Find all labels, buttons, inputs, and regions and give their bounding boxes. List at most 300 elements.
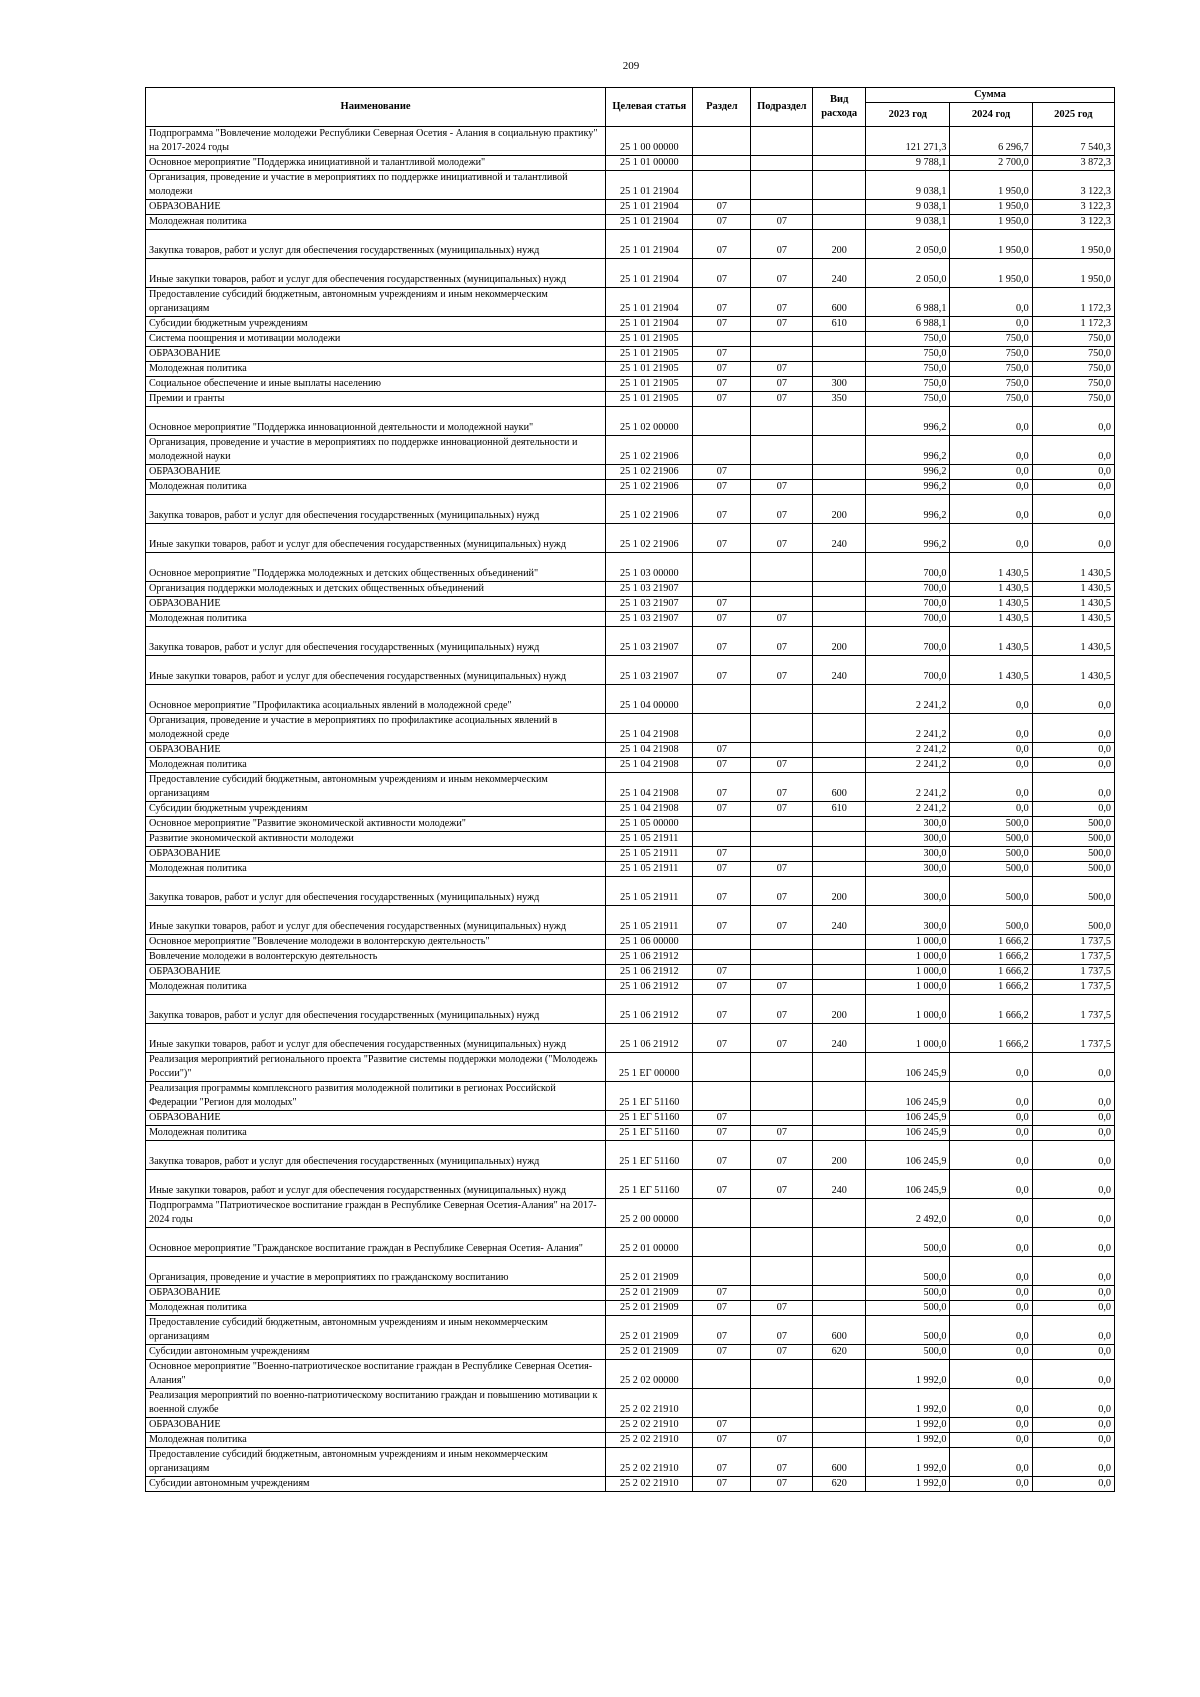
row-subsection [751, 1199, 813, 1228]
row-value-2025: 1 430,5 [1032, 656, 1114, 685]
row-name: Организация, проведение и участие в мероприятиях по гражданскому воспитанию [146, 1257, 606, 1286]
row-subsection: 07 [751, 1448, 813, 1477]
row-section: 07 [693, 215, 751, 230]
row-name: Организация, проведение и участие в мероприятиях по поддержке инициативной и талантливой молодежи [146, 171, 606, 200]
row-section [693, 582, 751, 597]
row-value-2024: 1 950,0 [950, 230, 1032, 259]
row-value-2025: 1 430,5 [1032, 553, 1114, 582]
row-name: Система поощрения и мотивации молодежи [146, 332, 606, 347]
row-value-2025: 1 172,3 [1032, 317, 1114, 332]
row-subsection [751, 1053, 813, 1082]
row-value-2024: 1 430,5 [950, 656, 1032, 685]
row-code: 25 1 06 21912 [606, 950, 693, 965]
table-row [146, 392, 1115, 407]
row-value-2025: 0,0 [1032, 1418, 1114, 1433]
row-value-2024: 0,0 [950, 1053, 1032, 1082]
table-row [146, 524, 1115, 553]
row-kind [813, 1126, 866, 1141]
header-2024: 2024 год [950, 103, 1032, 127]
row-value-2024: 1 430,5 [950, 582, 1032, 597]
row-value-2025: 1 430,5 [1032, 597, 1114, 612]
row-kind: 600 [813, 1448, 866, 1477]
row-name: Молодежная политика [146, 1126, 606, 1141]
header-subsection: Подраздел [751, 88, 813, 127]
table-row [146, 980, 1115, 995]
row-subsection: 07 [751, 1477, 813, 1492]
row-value-2024: 0,0 [950, 1111, 1032, 1126]
row-code: 25 1 01 21905 [606, 362, 693, 377]
row-value-2024: 0,0 [950, 407, 1032, 436]
row-value-2024: 1 950,0 [950, 200, 1032, 215]
row-value-2023: 700,0 [866, 553, 950, 582]
row-code: 25 2 02 21910 [606, 1389, 693, 1418]
row-value-2024: 0,0 [950, 802, 1032, 817]
row-name: Развитие экономической активности молодежи [146, 832, 606, 847]
row-value-2025: 0,0 [1032, 1141, 1114, 1170]
row-section: 07 [693, 656, 751, 685]
row-value-2025: 1 737,5 [1032, 935, 1114, 950]
row-value-2024: 0,0 [950, 465, 1032, 480]
row-code: 25 1 05 21911 [606, 906, 693, 935]
row-value-2023: 500,0 [866, 1301, 950, 1316]
row-value-2025: 1 950,0 [1032, 230, 1114, 259]
row-value-2023: 2 241,2 [866, 743, 950, 758]
row-subsection [751, 553, 813, 582]
row-kind [813, 758, 866, 773]
row-value-2023: 2 241,2 [866, 714, 950, 743]
row-value-2023: 750,0 [866, 392, 950, 407]
row-value-2023: 1 000,0 [866, 1024, 950, 1053]
table-row [146, 847, 1115, 862]
row-section: 07 [693, 802, 751, 817]
row-section [693, 332, 751, 347]
row-value-2024: 500,0 [950, 877, 1032, 906]
table-row [146, 1170, 1115, 1199]
row-value-2024: 0,0 [950, 1477, 1032, 1492]
row-name: Субсидии бюджетным учреждениям [146, 317, 606, 332]
row-value-2025: 3 122,3 [1032, 200, 1114, 215]
row-code: 25 1 01 21904 [606, 171, 693, 200]
header-code: Целевая статья [606, 88, 693, 127]
row-kind: 200 [813, 495, 866, 524]
row-code: 25 1 03 21907 [606, 612, 693, 627]
row-kind: 350 [813, 392, 866, 407]
row-value-2024: 0,0 [950, 743, 1032, 758]
row-value-2024: 500,0 [950, 847, 1032, 862]
table-row [146, 127, 1115, 156]
row-name: Закупка товаров, работ и услуг для обеспечения государственных (муниципальных) нужд [146, 877, 606, 906]
row-code: 25 1 05 21911 [606, 847, 693, 862]
row-value-2024: 0,0 [950, 1170, 1032, 1199]
row-value-2024: 1 666,2 [950, 1024, 1032, 1053]
row-subsection: 07 [751, 877, 813, 906]
row-subsection [751, 950, 813, 965]
table-row [146, 377, 1115, 392]
row-code: 25 1 04 21908 [606, 773, 693, 802]
row-code: 25 1 ЕГ 51160 [606, 1126, 693, 1141]
row-kind [813, 612, 866, 627]
row-value-2023: 1 000,0 [866, 935, 950, 950]
row-code: 25 1 06 21912 [606, 1024, 693, 1053]
row-value-2025: 1 737,5 [1032, 980, 1114, 995]
row-kind [813, 980, 866, 995]
row-value-2024: 0,0 [950, 685, 1032, 714]
row-name: Закупка товаров, работ и услуг для обеспечения государственных (муниципальных) нужд [146, 995, 606, 1024]
row-section: 07 [693, 1286, 751, 1301]
row-section: 07 [693, 230, 751, 259]
row-value-2023: 500,0 [866, 1228, 950, 1257]
table-row [146, 1316, 1115, 1345]
table-body [146, 127, 1115, 1492]
row-code: 25 2 01 00000 [606, 1228, 693, 1257]
row-value-2023: 300,0 [866, 847, 950, 862]
table-row [146, 597, 1115, 612]
row-subsection: 07 [751, 1170, 813, 1199]
row-value-2024: 0,0 [950, 1141, 1032, 1170]
row-value-2025: 750,0 [1032, 332, 1114, 347]
row-subsection: 07 [751, 524, 813, 553]
row-value-2024: 500,0 [950, 862, 1032, 877]
row-value-2025: 0,0 [1032, 1345, 1114, 1360]
row-code: 25 1 02 00000 [606, 407, 693, 436]
table-header [146, 88, 1115, 127]
row-subsection: 07 [751, 392, 813, 407]
table-row [146, 714, 1115, 743]
row-value-2023: 2 241,2 [866, 685, 950, 714]
row-kind [813, 407, 866, 436]
row-code: 25 1 04 21908 [606, 802, 693, 817]
row-subsection [751, 156, 813, 171]
row-value-2023: 700,0 [866, 627, 950, 656]
row-kind [813, 127, 866, 156]
row-kind: 620 [813, 1345, 866, 1360]
row-subsection [751, 1389, 813, 1418]
row-value-2025: 0,0 [1032, 407, 1114, 436]
row-value-2023: 106 245,9 [866, 1053, 950, 1082]
row-value-2023: 300,0 [866, 862, 950, 877]
row-code: 25 1 04 21908 [606, 714, 693, 743]
row-kind [813, 817, 866, 832]
row-value-2025: 0,0 [1032, 1286, 1114, 1301]
row-value-2023: 106 245,9 [866, 1170, 950, 1199]
row-name: Молодежная политика [146, 980, 606, 995]
row-name: Организация поддержки молодежных и детских общественных объединений [146, 582, 606, 597]
row-code: 25 1 06 00000 [606, 935, 693, 950]
table-row [146, 1477, 1115, 1492]
row-name: Вовлечение молодежи в волонтерскую деятельность [146, 950, 606, 965]
row-section [693, 935, 751, 950]
row-value-2024: 0,0 [950, 1345, 1032, 1360]
row-value-2024: 0,0 [950, 1360, 1032, 1389]
row-section [693, 407, 751, 436]
row-code: 25 1 01 21905 [606, 392, 693, 407]
row-value-2024: 750,0 [950, 332, 1032, 347]
row-name: Основное мероприятие "Поддержка инновационной деятельности и молодежной науки" [146, 407, 606, 436]
row-code: 25 1 02 21906 [606, 495, 693, 524]
row-value-2023: 9 788,1 [866, 156, 950, 171]
row-section [693, 127, 751, 156]
row-value-2023: 996,2 [866, 407, 950, 436]
row-section: 07 [693, 758, 751, 773]
row-code: 25 1 06 21912 [606, 980, 693, 995]
row-name: ОБРАЗОВАНИЕ [146, 1286, 606, 1301]
row-value-2023: 106 245,9 [866, 1141, 950, 1170]
row-name: Иные закупки товаров, работ и услуг для обеспечения государственных (муниципальных) нужд [146, 1170, 606, 1199]
row-kind [813, 1360, 866, 1389]
row-value-2023: 1 000,0 [866, 995, 950, 1024]
table-row [146, 215, 1115, 230]
table-row [146, 862, 1115, 877]
table-row [146, 1228, 1115, 1257]
row-value-2025: 7 540,3 [1032, 127, 1114, 156]
row-name: Основное мероприятие "Военно-патриотическое воспитание граждан в Республике Северная Осетия- Алания" [146, 1360, 606, 1389]
row-code: 25 1 ЕГ 51160 [606, 1082, 693, 1111]
row-value-2025: 500,0 [1032, 847, 1114, 862]
row-subsection [751, 832, 813, 847]
row-name: Закупка товаров, работ и услуг для обеспечения государственных (муниципальных) нужд [146, 627, 606, 656]
row-kind [813, 200, 866, 215]
table-row [146, 407, 1115, 436]
row-name: Подпрограмма "Патриотическое воспитание граждан в Республике Северная Осетия-Алания" на 2017-2024 годы [146, 1199, 606, 1228]
row-name: Организация, проведение и участие в мероприятиях по профилактике асоциальных явлений в молодежной среде [146, 714, 606, 743]
row-value-2024: 750,0 [950, 392, 1032, 407]
row-kind [813, 465, 866, 480]
row-section [693, 156, 751, 171]
table-row [146, 1257, 1115, 1286]
row-value-2024: 0,0 [950, 1389, 1032, 1418]
row-subsection: 07 [751, 215, 813, 230]
row-value-2024: 1 666,2 [950, 950, 1032, 965]
row-kind [813, 1433, 866, 1448]
row-name: Премии и гранты [146, 392, 606, 407]
row-kind [813, 965, 866, 980]
row-value-2023: 300,0 [866, 817, 950, 832]
row-subsection: 07 [751, 1433, 813, 1448]
row-name: Подпрограмма "Вовлечение молодежи Республики Северная Осетия - Алания в социальную практику" на 2017-2024 годы [146, 127, 606, 156]
row-value-2023: 1 000,0 [866, 965, 950, 980]
row-section [693, 1053, 751, 1082]
table-row [146, 950, 1115, 965]
row-value-2023: 996,2 [866, 465, 950, 480]
row-code: 25 1 ЕГ 51160 [606, 1170, 693, 1199]
table-row [146, 995, 1115, 1024]
row-name: Реализация программы комплексного развития молодежной политики в регионах Российской Федерации "Регион для молодых" [146, 1082, 606, 1111]
row-value-2023: 750,0 [866, 362, 950, 377]
row-value-2024: 0,0 [950, 1433, 1032, 1448]
row-subsection [751, 847, 813, 862]
row-value-2023: 6 988,1 [866, 288, 950, 317]
table-row [146, 1448, 1115, 1477]
row-name: Субсидии бюджетным учреждениям [146, 802, 606, 817]
row-section [693, 817, 751, 832]
row-name: Молодежная политика [146, 480, 606, 495]
row-kind: 600 [813, 773, 866, 802]
row-section: 07 [693, 347, 751, 362]
row-value-2025: 0,0 [1032, 1433, 1114, 1448]
row-code: 25 1 04 00000 [606, 685, 693, 714]
row-section: 07 [693, 1448, 751, 1477]
row-kind: 240 [813, 656, 866, 685]
row-subsection: 07 [751, 758, 813, 773]
row-section: 07 [693, 743, 751, 758]
row-subsection: 07 [751, 259, 813, 288]
row-section: 07 [693, 1170, 751, 1199]
row-value-2024: 1 950,0 [950, 171, 1032, 200]
row-value-2023: 750,0 [866, 332, 950, 347]
row-value-2024: 1 430,5 [950, 597, 1032, 612]
row-section [693, 1082, 751, 1111]
row-section [693, 1389, 751, 1418]
row-value-2023: 996,2 [866, 480, 950, 495]
row-section [693, 553, 751, 582]
row-value-2025: 0,0 [1032, 1316, 1114, 1345]
row-value-2023: 500,0 [866, 1286, 950, 1301]
table-row [146, 1345, 1115, 1360]
row-value-2025: 0,0 [1032, 465, 1114, 480]
row-subsection: 07 [751, 906, 813, 935]
row-name: Иные закупки товаров, работ и услуг для обеспечения государственных (муниципальных) нужд [146, 259, 606, 288]
row-name: ОБРАЗОВАНИЕ [146, 965, 606, 980]
row-value-2025: 1 737,5 [1032, 950, 1114, 965]
row-kind [813, 1301, 866, 1316]
row-kind [813, 1228, 866, 1257]
row-name: Закупка товаров, работ и услуг для обеспечения государственных (муниципальных) нужд [146, 230, 606, 259]
row-kind [813, 215, 866, 230]
row-kind [813, 1389, 866, 1418]
row-code: 25 1 05 21911 [606, 877, 693, 906]
table-row [146, 832, 1115, 847]
row-subsection: 07 [751, 317, 813, 332]
row-subsection [751, 200, 813, 215]
row-section: 07 [693, 773, 751, 802]
table-row [146, 656, 1115, 685]
row-code: 25 2 02 21910 [606, 1448, 693, 1477]
row-name: Молодежная политика [146, 862, 606, 877]
table-row [146, 332, 1115, 347]
row-subsection: 07 [751, 377, 813, 392]
row-value-2024: 0,0 [950, 524, 1032, 553]
row-code: 25 1 01 21905 [606, 377, 693, 392]
row-subsection: 07 [751, 1141, 813, 1170]
header-kind: Вид расхода [813, 88, 866, 127]
row-code: 25 1 04 21908 [606, 758, 693, 773]
row-section: 07 [693, 1316, 751, 1345]
row-subsection [751, 743, 813, 758]
row-value-2025: 3 872,3 [1032, 156, 1114, 171]
row-section [693, 714, 751, 743]
table-row [146, 773, 1115, 802]
row-name: ОБРАЗОВАНИЕ [146, 465, 606, 480]
row-value-2023: 2 050,0 [866, 230, 950, 259]
row-value-2023: 2 241,2 [866, 758, 950, 773]
row-kind: 200 [813, 877, 866, 906]
row-value-2023: 106 245,9 [866, 1082, 950, 1111]
row-name: ОБРАЗОВАНИЕ [146, 1418, 606, 1433]
table-row [146, 317, 1115, 332]
row-subsection: 07 [751, 656, 813, 685]
row-value-2024: 1 666,2 [950, 980, 1032, 995]
table-row [146, 156, 1115, 171]
row-code: 25 1 02 21906 [606, 436, 693, 465]
row-kind [813, 362, 866, 377]
row-value-2025: 0,0 [1032, 1053, 1114, 1082]
row-kind [813, 743, 866, 758]
row-kind [813, 685, 866, 714]
row-value-2025: 0,0 [1032, 1170, 1114, 1199]
row-value-2023: 996,2 [866, 436, 950, 465]
row-code: 25 1 00 00000 [606, 127, 693, 156]
row-value-2025: 0,0 [1032, 802, 1114, 817]
row-name: ОБРАЗОВАНИЕ [146, 200, 606, 215]
table-row [146, 1389, 1115, 1418]
row-name: Молодежная политика [146, 758, 606, 773]
row-value-2023: 996,2 [866, 495, 950, 524]
row-subsection: 07 [751, 362, 813, 377]
row-value-2025: 1 430,5 [1032, 627, 1114, 656]
table-row [146, 1286, 1115, 1301]
row-code: 25 1 03 00000 [606, 553, 693, 582]
row-value-2024: 0,0 [950, 1448, 1032, 1477]
row-value-2023: 1 992,0 [866, 1360, 950, 1389]
row-value-2024: 0,0 [950, 1286, 1032, 1301]
table-row [146, 230, 1115, 259]
row-subsection: 07 [751, 1301, 813, 1316]
row-section [693, 171, 751, 200]
row-value-2024: 0,0 [950, 1418, 1032, 1433]
row-value-2023: 9 038,1 [866, 215, 950, 230]
row-value-2024: 0,0 [950, 1228, 1032, 1257]
row-name: ОБРАЗОВАНИЕ [146, 347, 606, 362]
row-value-2023: 6 988,1 [866, 317, 950, 332]
row-code: 25 1 03 21907 [606, 597, 693, 612]
table-row [146, 1111, 1115, 1126]
row-section: 07 [693, 495, 751, 524]
table-row [146, 171, 1115, 200]
row-value-2024: 750,0 [950, 347, 1032, 362]
row-value-2025: 500,0 [1032, 817, 1114, 832]
row-kind: 200 [813, 1141, 866, 1170]
row-section [693, 832, 751, 847]
row-section: 07 [693, 597, 751, 612]
row-section [693, 950, 751, 965]
row-value-2023: 500,0 [866, 1345, 950, 1360]
row-section: 07 [693, 1301, 751, 1316]
row-value-2023: 750,0 [866, 347, 950, 362]
row-kind: 610 [813, 802, 866, 817]
row-value-2024: 1 430,5 [950, 612, 1032, 627]
row-code: 25 2 01 21909 [606, 1301, 693, 1316]
row-name: Основное мероприятие "Развитие экономической активности молодежи" [146, 817, 606, 832]
row-value-2024: 1 666,2 [950, 965, 1032, 980]
row-value-2023: 700,0 [866, 656, 950, 685]
header-section: Раздел [693, 88, 751, 127]
table-row [146, 1024, 1115, 1053]
row-value-2023: 300,0 [866, 906, 950, 935]
row-subsection: 07 [751, 980, 813, 995]
row-value-2024: 1 666,2 [950, 935, 1032, 950]
row-code: 25 1 06 21912 [606, 995, 693, 1024]
table-row [146, 877, 1115, 906]
row-section: 07 [693, 862, 751, 877]
row-code: 25 2 02 21910 [606, 1477, 693, 1492]
table-row [146, 685, 1115, 714]
row-code: 25 1 02 21906 [606, 465, 693, 480]
row-kind [813, 1082, 866, 1111]
table-row [146, 906, 1115, 935]
row-section [693, 1257, 751, 1286]
table-row [146, 200, 1115, 215]
table-row [146, 1053, 1115, 1082]
